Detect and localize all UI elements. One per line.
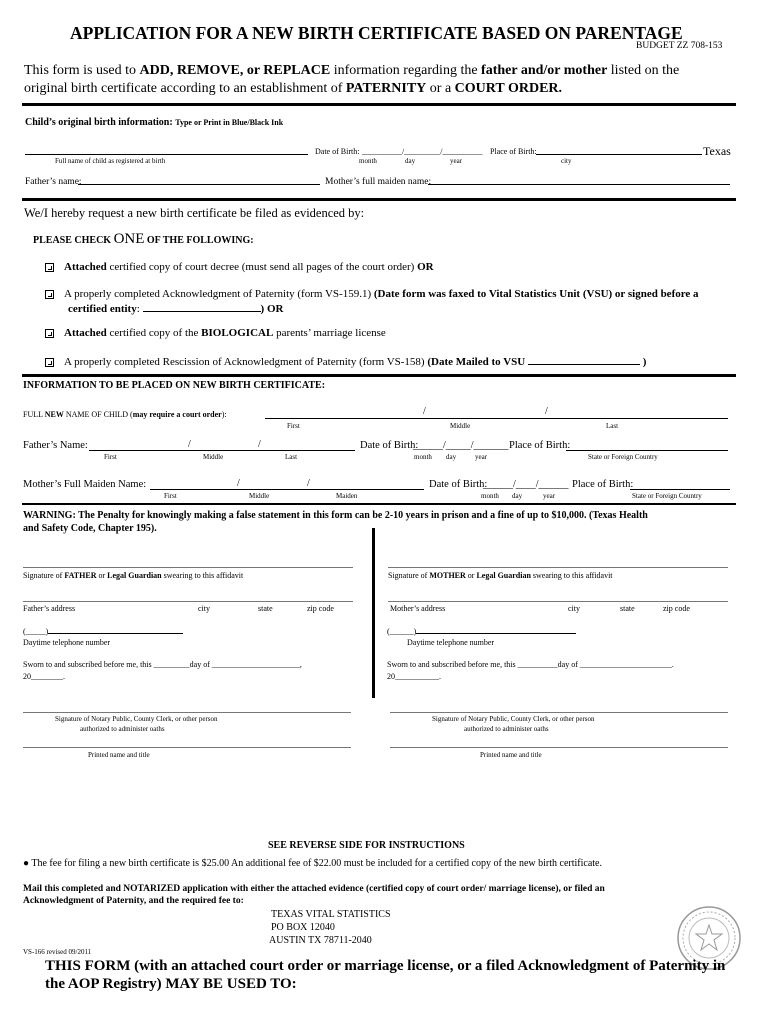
mother-notary-label-2: authorized to administer oaths [464,725,549,733]
new-father-dob-label: Date of Birth: [360,440,419,451]
divider-thick [22,374,736,377]
father-signature-label: Signature of FATHER or Legal Guardian swearing to this affidavit [23,571,244,580]
sub-middle: Middle [249,492,270,500]
new-info-heading: INFORMATION TO BE PLACED ON NEW BIRTH CERTIFICATE: [23,380,326,391]
pob-city: city [561,157,572,165]
request-statement: We/I hereby request a new birth certificate be filed as evidenced by: [24,206,365,220]
option-rescission[interactable]: A properly completed Rescission of Acknowledgment of Paternity (form VS-158) (Date Mailed to VSU ) [45,354,646,368]
child-dob-field[interactable]: __________/_________/__________ [362,147,483,156]
date-mailed-field[interactable] [528,354,640,365]
child-name-field[interactable] [25,154,308,155]
mother-state-label: state [620,604,635,613]
father-city-label: city [198,604,210,613]
mother-printed-name-field[interactable] [390,747,728,748]
checkbox[interactable] [45,263,54,272]
father-zip-label: zip code [307,604,334,613]
new-father-dob-field[interactable]: ______/_____/_______ [413,440,509,451]
child-fathers-name-field[interactable] [78,184,320,185]
sub-middle: Middle [203,453,224,461]
new-name-field[interactable] [265,418,728,419]
sub-year: year [543,492,556,500]
see-reverse: SEE REVERSE SIDE FOR INSTRUCTIONS [268,840,465,851]
texas-label: Texas [703,144,731,158]
new-father-pob-label: Place of Birth: [509,440,571,451]
father-address-label: Father’s address [23,604,76,613]
bullet-icon: ● [23,858,30,869]
mail-line-1: Mail this completed and NOTARIZED application with either the attached evidence (certified copy of court order/ marriage license), or filed an [23,884,605,894]
new-fathers-name-field[interactable] [89,450,355,451]
mother-address-label: Mother’s address [390,604,446,613]
new-mothers-name-label: Mother’s Full Maiden Name: [23,479,147,490]
mother-sworn-year: 20___________. [387,672,441,681]
father-phone-label: Daytime telephone number [23,638,111,647]
divider-thick [22,103,736,106]
bottom-heading-2: the AOP Registry) MAY BE USED TO: [45,976,297,992]
child-name-note: Full name of child as registered at birth [55,157,166,165]
slash: / [188,439,191,450]
mother-notary-signature-field[interactable] [390,712,728,713]
new-mother-pob-field[interactable] [630,489,730,490]
slash: / [307,478,310,489]
sub-day: day [446,453,457,461]
checkbox[interactable] [45,329,54,338]
mother-signature-label: Signature of MOTHER or Legal Guardian swearing to this affidavit [388,571,613,580]
form-title: APPLICATION FOR A NEW BIRTH CERTIFICATE BASED ON PARENTAGE [70,23,683,43]
fee-text: ● The fee for filing a new birth certificate is $25.00 An additional fee of $22.00 must be included for a certified copy of the new birth certificate. [23,858,602,869]
divider [22,503,736,505]
new-name-first: First [287,422,300,430]
slash: / [258,439,261,450]
sub-year: year [475,453,488,461]
father-printed-name-field[interactable] [23,747,351,748]
option-court-decree[interactable]: Attached certified copy of court decree (must send all pages of the court order) OR [45,261,434,273]
dob-month: month [359,157,377,165]
option-acknowledgment-line2: certified entity: ) OR [68,303,284,315]
mother-sworn-text: Sworn to and subscribed before me, this __________day of _______________________. [387,660,674,669]
father-notary-signature-field[interactable] [23,712,351,713]
intro-line-2: original birth certificate according to an establishment of PATERNITY or a COURT ORDER. [24,81,563,96]
revision-date: VS-166 revised 09/2011 [23,948,92,956]
mother-printed-label: Printed name and title [480,751,542,759]
address-line-1: TEXAS VITAL STATISTICS [271,909,391,920]
warning-line-1: WARNING: The Penalty for knowingly making a false statement in this form can be 2-10 years in prison and a fine of up to $10,000. (Texas Health [23,510,648,521]
mother-notary-label: Signature of Notary Public, County Clerk, or other person [432,715,595,723]
new-name-last: Last [606,422,619,430]
please-check-heading: PLEASE CHECK ONE OF THE FOLLOWING: [33,231,254,247]
new-name-label: FULL NEW NAME OF CHILD (may require a court order): [23,410,227,419]
warning-line-2: and Safety Code, Chapter 195). [23,523,157,534]
new-name-middle: Middle [450,422,471,430]
mother-city-label: city [568,604,580,613]
sub-first: First [164,492,177,500]
column-divider [372,528,375,698]
father-state-label: state [258,604,273,613]
new-father-pob-field[interactable] [566,450,728,451]
mother-address-field[interactable] [388,601,728,602]
child-fathers-name-label: Father’s name: [25,177,82,187]
dob-year: year [450,157,463,165]
child-dob-label: Date of Birth: [315,147,360,156]
child-pob-field[interactable] [536,154,702,155]
sub-month: month [481,492,499,500]
divider-thick [22,198,736,201]
address-line-3: AUSTIN TX 78711-2040 [269,935,372,946]
child-mothers-name-field[interactable] [428,184,730,185]
budget-code: BUDGET ZZ 708-153 [636,41,723,51]
sub-maiden: Maiden [336,492,358,500]
father-notary-label: Signature of Notary Public, County Clerk, or other person [55,715,218,723]
child-pob-label: Place of Birth: [490,147,537,156]
slash: / [237,478,240,489]
new-fathers-name-label: Father’s Name: [23,440,88,451]
dob-day: day [405,157,416,165]
father-phone-field[interactable]: (_____) [23,626,183,636]
father-printed-label: Printed name and title [88,751,150,759]
sub-day: day [512,492,523,500]
sub-month: month [414,453,432,461]
child-mothers-name-label: Mother’s full maiden name: [325,177,432,187]
new-mother-pob-label: Place of Birth: [572,479,634,490]
checkbox[interactable] [45,358,54,367]
child-info-heading: Child’s original birth information: Type or Print in Blue/Black Ink [25,117,284,128]
sub-last: Last [285,453,298,461]
new-mother-dob-label: Date of Birth: [429,479,488,490]
certified-entity-field[interactable] [143,301,261,312]
mail-line-2: Acknowledgment of Paternity, and the required fee to: [23,896,244,906]
mother-phone-label: Daytime telephone number [407,638,495,647]
checkbox[interactable] [45,290,54,299]
father-signature-field[interactable] [23,567,353,568]
sub-first: First [104,453,117,461]
sub-state: State or Foreign Country [632,492,702,500]
new-mothers-name-field[interactable] [150,489,424,490]
father-notary-label-2: authorized to administer oaths [80,725,165,733]
intro-line-1: This form is used to ADD, REMOVE, or REPLACE information regarding the father and/or mother listed on the [24,63,680,78]
father-sworn-year: 20________. [23,672,65,681]
mother-zip-label: zip code [663,604,690,613]
sub-state: State or Foreign Country [588,453,658,461]
slash: / [423,406,426,417]
slash: / [545,406,548,417]
mother-signature-field[interactable] [388,567,728,568]
option-marriage-license[interactable]: Attached certified copy of the BIOLOGICAL parents’ marriage license [45,327,386,339]
option-acknowledgment[interactable]: A properly completed Acknowledgment of Paternity (form VS-159.1) (Date form was faxed to Vital Statistics Unit (VSU) or signed before a [45,288,699,300]
father-address-field[interactable] [23,601,353,602]
mother-phone-field[interactable]: (______) [387,626,576,636]
address-line-2: PO BOX 12040 [271,922,335,933]
new-mother-dob-field[interactable]: ______/____/______ [483,479,569,490]
father-sworn-text: Sworn to and subscribed before me, this _________day of ______________________, [23,660,302,669]
bottom-heading-1: THIS FORM (with an attached court order or marriage license, or a filed Acknowledgment of Paternity in [45,958,726,974]
